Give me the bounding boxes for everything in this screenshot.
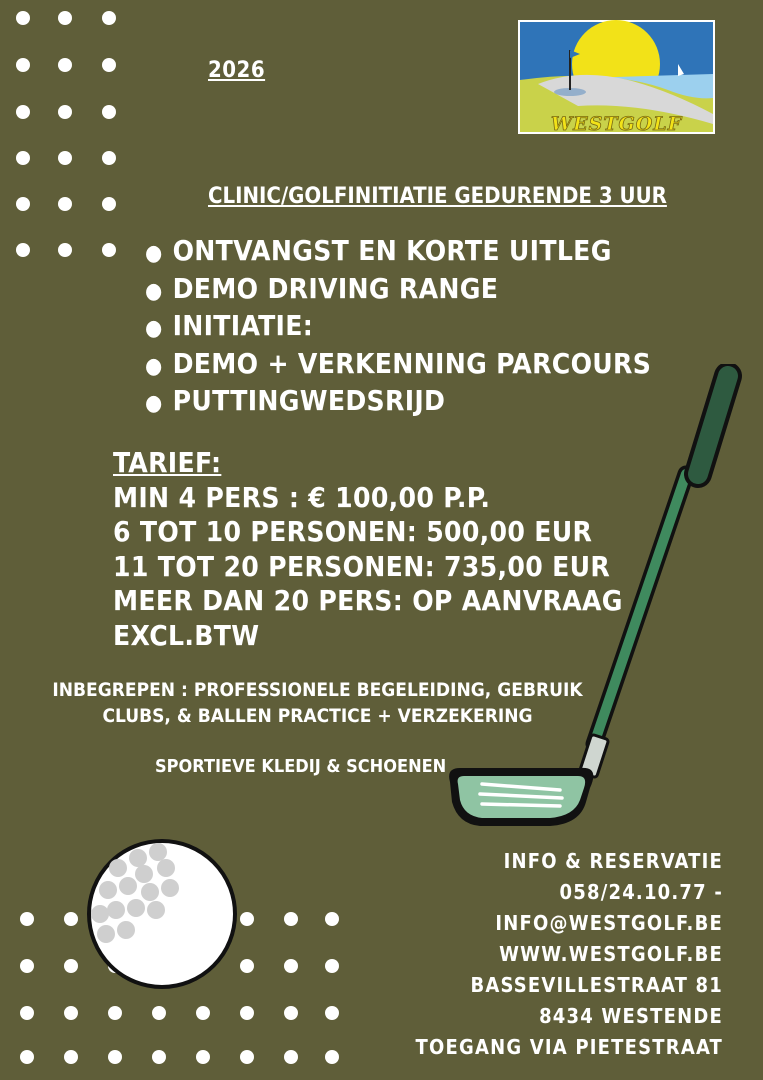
- program-item: ● DEMO DRIVING RANGE: [145, 271, 499, 305]
- contact-website: WWW.WESTGOLF.BE: [499, 942, 723, 966]
- contact-phone: 058/24.10.77 -: [559, 880, 723, 904]
- program-item: ● PUTTINGWEDSRIJD: [145, 384, 446, 417]
- included-text: INBEGREPEN : PROFESSIONELE BEGELEIDING, GEBRUIK CLUBS, & BALLEN PRACTICE + VERZEKERING: [52, 679, 583, 727]
- contact-access: TOEGANG VIA PIETESTRAAT: [415, 1035, 723, 1059]
- tariff-line: EXCL.BTW: [113, 618, 260, 652]
- westgolf-logo: [518, 20, 715, 134]
- bullet-icon: ●: [145, 241, 163, 266]
- tariff-line: 11 TOT 20 PERSONEN: 735,00 EUR: [113, 549, 611, 583]
- golf-ball-icon: [86, 838, 238, 990]
- bullet-icon: ●: [145, 391, 163, 416]
- bullet-icon: ●: [145, 278, 163, 304]
- tariff-line: MEER DAN 20 PERS: OP AANVRAAG: [113, 584, 623, 617]
- bullet-icon: ●: [145, 353, 163, 379]
- contact-title: INFO & RESERVATIE: [503, 849, 723, 873]
- contact-block: [416, 846, 723, 1063]
- contact-address-street: BASSEVILLESTRAAT 81: [470, 973, 723, 997]
- bullet-icon: ●: [145, 316, 163, 341]
- tariff-block: [113, 446, 623, 653]
- logo-text: WESTGOLF: [550, 113, 683, 135]
- tariff-line: MIN 4 PERS : € 100,00 P.P.: [113, 480, 491, 514]
- program-list: [145, 234, 651, 422]
- contact-email: INFO@WESTGOLF.BE: [495, 911, 723, 935]
- clinic-heading: CLINIC/GOLFINITIATIE GEDURENDE 3 UUR: [208, 184, 667, 209]
- tariff-title: TARIEF:: [113, 446, 222, 479]
- program-item: ● ONTVANGST EN KORTE UITLEG: [145, 234, 612, 267]
- clothing-text: SPORTIEVE KLEDIJ & SCHOENEN: [155, 756, 447, 777]
- contact-address-city: 8434 WESTENDE: [539, 1004, 723, 1028]
- year-label: 2026: [208, 58, 266, 83]
- program-item: ● DEMO + VERKENNING PARCOURS: [145, 346, 652, 380]
- tariff-line: 6 TOT 10 PERSONEN: 500,00 EUR: [113, 515, 593, 548]
- program-item: ● INITIATIE:: [145, 309, 314, 342]
